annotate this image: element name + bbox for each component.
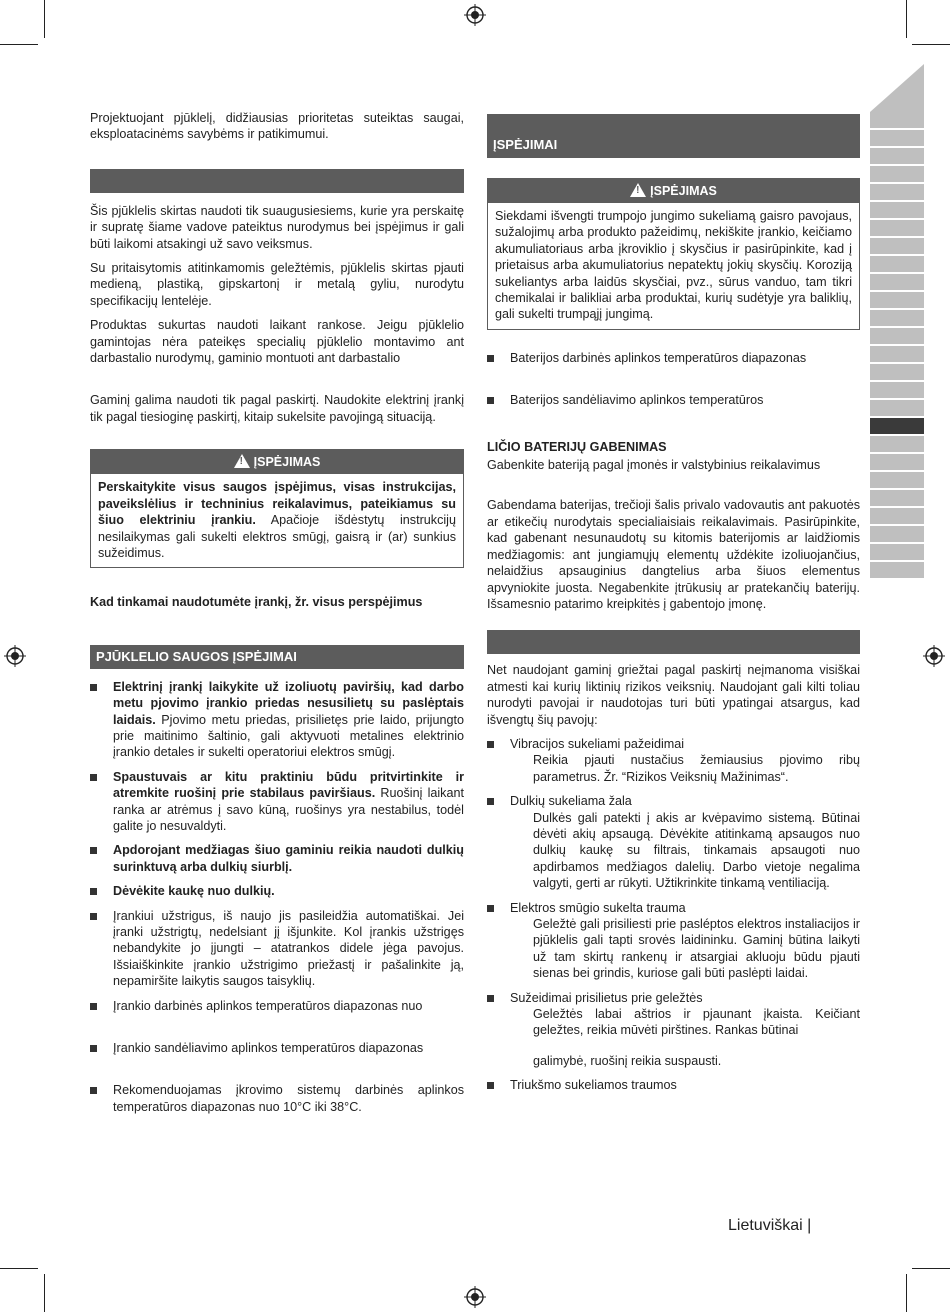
crop-mark — [912, 44, 950, 45]
side-tab — [870, 202, 924, 220]
warning-title: ĮSPĖJIMAS — [253, 455, 321, 470]
list-item: Apdorojant medžiagas šiuo gaminiu reikia naudoti dulkių surinktuvą arba dulkių siurblį. — [90, 842, 464, 875]
side-tab — [870, 130, 924, 148]
list-item: Elektrinį įrankį laikykite už izoliuotų paviršių, kad darbo metu pjovimo įrankio priedas nesusilietų su paslėptais laidais. Pjovimo metu priedas, prisilietęs prie laido, prijungto prie maitinimo šaltinio, gali aktyvuoti metalines elektrinio įrankio detales ir sukelti operatoriui elektros smūgį. — [90, 679, 464, 761]
crop-mark — [912, 1268, 950, 1269]
crop-mark — [0, 1268, 38, 1269]
list-item: Vibracijos sukeliami pažeidimai Reikia pjauti nustačius žemiausius pjovimo ribų parametrus. Žr. “Rizikos Veiksnių Mažinimas“. — [487, 736, 860, 785]
registration-mark-icon — [464, 4, 486, 26]
side-tab — [870, 220, 924, 238]
warning-body — [91, 474, 463, 567]
list-item: Spaustuvais ar kitu praktiniu būdu pritvirtinkite ir atremkite ruošinį prie stabilaus paviršiaus. Ruošinį laikant ranka ar atrėmus į savo kūną, ruošinys yra nestabilus, todėl galite jo nesuvaldyti. — [90, 769, 464, 835]
section-title: PJŪKLELIO SAUGOS ĮSPĖJIMAI — [90, 645, 464, 669]
side-tab — [870, 112, 924, 130]
list-item: Baterijos sandėliavimo aplinkos temperatūros — [487, 392, 860, 408]
side-tab — [870, 148, 924, 166]
crop-mark — [906, 0, 907, 38]
section-bar-empty — [90, 169, 464, 193]
side-tab — [870, 292, 924, 310]
warning-title: ĮSPĖJIMAS — [650, 184, 717, 198]
page-footer: Lietuviškai | — [728, 1217, 812, 1234]
safety-list — [90, 679, 464, 1116]
subheading: LIČIO BATERIJŲ GABENIMAS — [487, 439, 667, 454]
transport-paragraph: Gabendama baterijas, trečioji šalis privalo vadovautis ant pakuotės ar etikečių nurodytais specialiaisiais reikalavimais. Pasirūpinkite, kad gabenant nesunaudotų su kitomis baterijomis ar laidžiomis medžiagomis: ant jungiamųjų elementų uždėkite izoliuojančius, nelaidžius apsauginius dangtelius arba šiuos elementus apvyniokite juosta. Negabenkite įtrūkusių ar pratekančių baterijų. Išsamesnio patarimo kreipkitės į gabentojo įmonę. — [487, 498, 860, 611]
section-title: ĮSPĖJIMAI — [487, 114, 860, 158]
side-tab — [870, 490, 924, 508]
side-tab-cap — [870, 64, 924, 112]
usage-paragraph: Su pritaisytomis atitinkamomis geležtėmis, pjūklelis skirtas pjauti medieną, plastiką, gipskartonį ir metalą gyliu, nurodytu specifikacijų lentelėje. — [90, 261, 464, 308]
side-tab — [870, 310, 924, 328]
side-tab-active — [870, 418, 924, 436]
warning-header — [488, 179, 859, 203]
intro-paragraph: Projektuojant pjūklelį, didžiausias prioritetas suteiktas saugai, eksploatacinėms savybėms ir patikimumui. — [90, 111, 464, 142]
warning-triangle-icon — [234, 454, 250, 468]
battery-list — [487, 350, 860, 409]
section-bar-empty — [487, 630, 860, 654]
side-tab — [870, 256, 924, 274]
usage-paragraph: Gaminį galima naudoti tik pagal paskirtį. Naudokite elektrinį įrankį tik pagal tiesioginę paskirtį, kitaip sukelsite pavojingą situaciją. — [90, 393, 464, 424]
bold-instruction: Kad tinkamai naudotumėte įrankį, žr. visus perspėjimus — [90, 595, 423, 610]
list-item: Įrankio sandėliavimo aplinkos temperatūros diapazonas — [90, 1040, 464, 1056]
side-tab — [870, 454, 924, 472]
side-tab — [870, 400, 924, 418]
side-tab — [870, 508, 924, 526]
side-tab — [870, 328, 924, 346]
crop-mark — [0, 44, 38, 45]
crop-mark — [44, 1274, 45, 1312]
warning-box — [487, 178, 860, 330]
side-tab — [870, 562, 924, 580]
side-tab — [870, 472, 924, 490]
registration-mark-icon — [4, 645, 26, 667]
list-item: Dėvėkite kaukę nuo dulkių. — [90, 883, 464, 899]
list-item: Rekomenduojamas įkrovimo sistemų darbinės aplinkos temperatūros diapazonas nuo 10°C iki 38°C. — [90, 1082, 464, 1115]
side-tab — [870, 346, 924, 364]
side-tab — [870, 526, 924, 544]
list-item: Sužeidimai prisilietus prie geležtės Geležtės labai aštrios ir pjaunant įkaista. Keičiant geležtes, reikia mūvėti pirštines. Rankas būtinai galimybė, ruošinį reikia suspausti. — [487, 990, 860, 1070]
crop-mark — [44, 0, 45, 38]
list-item: Baterijos darbinės aplinkos temperatūros diapazonas — [487, 350, 860, 366]
risk-intro: Net naudojant gaminį griežtai pagal paskirtį neįmanoma visiškai atmesti kai kurių liktinių rizikos veiksnių. Naudojant gali kilti toliau nurodyti pavojai ir naudotojas turi būti ypatingai atsargus, kad išvengtų šių pavojų: — [487, 663, 860, 727]
warning-bold-text: Perskaitykite visus saugos įspėjimus, visas instrukcijas, paveikslėlius ir techninius reikalavimus, pateikiamus su šiuo elektriniu įrankiu. — [98, 480, 456, 528]
side-tab — [870, 544, 924, 562]
side-tab — [870, 382, 924, 400]
side-tab — [870, 238, 924, 256]
transport-paragraph: Gabenkite bateriją pagal įmonės ir valstybinius reikalavimus — [487, 458, 821, 473]
language-tab-strip — [870, 112, 924, 580]
warning-text: Apačioje išdėstytų instrukcijų nesilaikymas gali sukelti elektros smūgį, gaisrą ir (ar) sunkius sužeidimus. — [98, 513, 456, 560]
registration-mark-icon — [464, 1286, 486, 1308]
side-tab — [870, 184, 924, 202]
list-item: Įrankiui užstrigus, iš naujo jis pasileidžia automatiškai. Jei įranki užstrigtų, nedelsiant jį išjunkite. Kol įrankis užstrigęs nebandykite jo įjungti – atatrankos didele jėga pavojus. Išsiaiškinkite įrankio užstrigimo priežastį ir pašalinkite ją, nepamiršite laikytis saugos taisyklių. — [90, 908, 464, 990]
risk-list — [487, 736, 860, 1094]
list-item: Elektros smūgio sukelta trauma Geležtė gali prisiliesti prie pasléptos elektros instaliacijos ir pjūklelis gali tapti srovės laidininku. Gaminį būtina laikyti už tam skirtų rankenų ir atsargiai akluoju būdu pjauti sienas bei grindis, kuriose gali būti paslėpti laidai. — [487, 900, 860, 982]
usage-paragraph: Šis pjūklelis skirtas naudoti tik suaugusiesiems, kurie yra perskaitę ir supratę šiame vadove pateiktus nurodymus bei įspėjimus ir gali būti laikomi atsakingi už savo veiksmus. — [90, 203, 464, 251]
side-tab — [870, 436, 924, 454]
registration-mark-icon — [923, 645, 945, 667]
side-tab — [870, 274, 924, 292]
warning-body: Siekdami išvengti trumpojo jungimo sukeliamą gaisro pavojaus, sužalojimų arba produkto pažeidimų, nekiškite įrankio, keičiamo akumuliatoriaus arba įkroviklio į skysčius ir pasirūpinkite, kad į prietaisus arba akumuliatorius nepatektų jokių skysčių. Koroziją sukeliantys arba laidūs skysčiai, pvz., sūrus vanduo, tam tikri chemikalai ir balikliai arba produktai, kurių sudėtyje yra baliklių, gali sukelti trumpąjį jungimą. — [495, 209, 852, 322]
warning-header — [91, 450, 463, 474]
list-item: Dulkių sukeliama žala Dulkės gali patekti į akis ar kvėpavimo sistemą. Būtinai dėvėti akių apsaugą. Dėvėkite atitinkamą apsaugos nuo dulkių kaukę su filtrais, tinkamais apsaugoti nuo apdirbamos medžiagos dalelių. Darbo vietoje negalima valgyti, gerti ar rūkyti. Užtikrinkite tinkamą ventiliaciją. — [487, 793, 860, 891]
right-column — [487, 114, 860, 1102]
left-column — [90, 110, 464, 1123]
list-item: Triukšmo sukeliamos traumos — [487, 1077, 860, 1093]
warning-box — [90, 449, 464, 568]
crop-mark — [906, 1274, 907, 1312]
side-tab — [870, 364, 924, 382]
usage-paragraph: Produktas sukurtas naudoti laikant rankose. Jeigu pjūklelio gamintojas nėra pateikęs specialių pjūklelio montavimo ant darbastalio nurodymų, gaminio montuoti ant darbastalio — [90, 318, 464, 366]
side-tab — [870, 166, 924, 184]
warning-triangle-icon — [630, 183, 646, 197]
list-item: Įrankio darbinės aplinkos temperatūros diapazonas nuo — [90, 998, 464, 1014]
